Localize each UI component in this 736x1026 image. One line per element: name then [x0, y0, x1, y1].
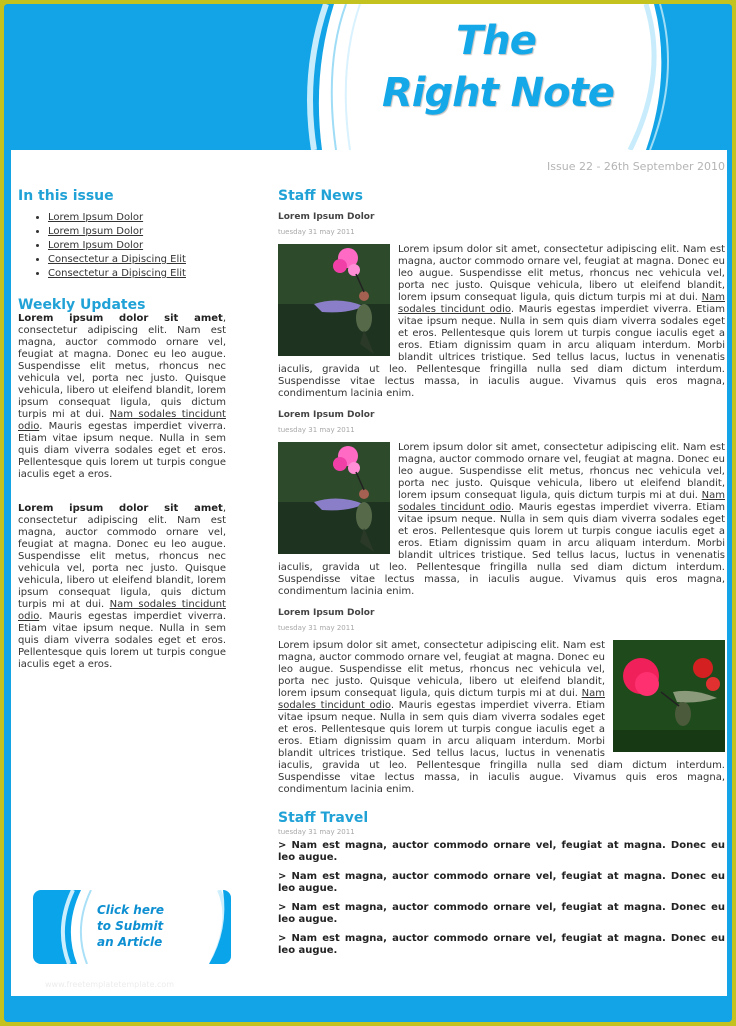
article-link[interactable]: Nam sodales tincidunt odio — [278, 688, 605, 711]
article-text: Lorem ipsum dolor sit amet, consectetur adipiscing elit. Nam est magna, auctor commodo ornare vel, feugiat at magna. Donec eu leo augue. Suspendisse elit metus, rhoncus nec vehicula vel, porta nec justo. Quisque vehicula, libero ut eleifend blandit, lorem ipsum consequat ligula, quis dictum turpis mi at dui. — [278, 640, 605, 699]
travel-item: > Nam est magna, auctor commodo ornare vel, feugiat at magna. Donec eu leo augue. — [278, 902, 725, 925]
travel-item: > Nam est magna, auctor commodo ornare vel, feugiat at magna. Donec eu leo augue. — [278, 933, 725, 956]
article-body — [278, 244, 725, 400]
article-body — [278, 442, 725, 598]
issue-link[interactable]: Consectetur a Dipiscing Elit — [48, 254, 186, 265]
newsletter-title-line1: The — [456, 18, 536, 64]
travel-item: > Nam est magna, auctor commodo ornare vel, feugiat at magna. Donec eu leo augue. — [278, 871, 725, 894]
issue-date: Issue 22 - 26th September 2010 — [547, 160, 725, 173]
article-link[interactable]: Nam sodales tincidunt odio — [398, 490, 725, 513]
weekly-text: , consectetur adipiscing elit. Nam est magna, auctor commodo ornare vel, feugiat at magna. Donec eu leo augue. Suspendisse elit metus, rhoncus nec vehicula vel, porta nec justo. Quisque vehicula, libero ut eleifend blandit, lorem ipsum consequat ligula, quis dictum turpis mi at dui. — [18, 313, 226, 420]
footer-band — [4, 996, 732, 1022]
hummingbird-flower-photo — [613, 640, 725, 752]
sidebar — [18, 188, 226, 671]
weekly-updates-heading: Weekly Updates — [18, 297, 146, 313]
header-swoosh-graphic — [4, 4, 732, 150]
weekly-link[interactable]: Nam sodales tincidunt odio — [18, 599, 226, 622]
header-banner — [4, 4, 732, 150]
list-item — [48, 268, 226, 279]
weekly-paragraph — [18, 313, 226, 481]
article-date: tuesday 31 may 2011 — [278, 426, 355, 434]
weekly-text: , consectetur adipiscing elit. Nam est magna, auctor commodo ornare vel, feugiat at magna. Donec eu leo augue. Suspendisse elit metus, rhoncus nec vehicula vel, porta nec justo. Quisque vehicula, libero ut eleifend blandit, lorem ipsum consequat ligula, quis dictum turpis mi at dui. — [18, 503, 226, 610]
article-date: tuesday 31 may 2011 — [278, 228, 355, 236]
news-article — [278, 608, 725, 796]
article-text: Lorem ipsum dolor sit amet, consectetur adipiscing elit. Nam est magna, auctor commodo ornare vel, feugiat at magna. Donec eu leo augue. Suspendisse elit metus, rhoncus nec vehicula vel, porta nec justo. Quisque vehicula, libero ut eleifend blandit, lorem ipsum consequat ligula, quis dictum turpis mi at dui. — [398, 244, 725, 303]
issue-link[interactable]: Consectetur a Dipiscing Elit — [48, 268, 186, 279]
article-text: . Mauris egestas imperdiet viverra. Etiam vitae ipsum neque. Nulla in sem quis diam viverra sodales eget et eros. Pellentesque quis lorem ut turpis congue iaculis eget a eros. Etiam dignissim quam in arcu aliquam interdum. Morbi blandit ultrices tristique. Sed tellus lacus, luctus in venenatis iaculis, gravida ut leo. Pellentesque fringilla nulla sed diam dictum interdum. Suspendisse vitae lectus massa, in iaculis augue. Vivamus quis eros magna, condimentum lacinia enim. — [278, 304, 725, 399]
article-title: Lorem Ipsum Dolor — [278, 212, 375, 222]
staff-travel-heading: Staff Travel — [278, 810, 369, 826]
travel-item: > Nam est magna, auctor commodo ornare vel, feugiat at magna. Donec eu leo augue. — [278, 840, 725, 863]
footer-url: www.freetemplatetemplate.com — [45, 980, 175, 989]
news-article — [278, 410, 725, 598]
travel-date: tuesday 31 may 2011 — [278, 828, 355, 836]
list-item — [48, 226, 226, 237]
weekly-lead: Lorem ipsum dolor sit amet — [18, 313, 223, 324]
submit-label — [97, 902, 227, 950]
news-article — [278, 212, 725, 400]
content-area — [11, 150, 727, 996]
article-link[interactable]: Nam sodales tincidunt odio — [398, 292, 725, 315]
issue-link[interactable]: Lorem Ipsum Dolor — [48, 240, 144, 251]
hummingbird-photo — [278, 442, 390, 554]
list-item — [48, 212, 226, 223]
issue-link[interactable]: Lorem Ipsum Dolor — [48, 226, 144, 237]
submit-line2: to Submit — [97, 919, 164, 933]
article-text: . Mauris egestas imperdiet viverra. Etiam vitae ipsum neque. Nulla in sem quis diam viverra sodales eget et eros. Pellentesque quis lorem ut turpis congue iaculis eget a eros. Etiam dignissim quam in arcu aliquam interdum. Morbi blandit ultrices tristique. Sed tellus lacus, luctus in venenatis iaculis, gravida ut leo. Pellentesque fringilla nulla sed diam dictum interdum. Suspendisse vitae lectus massa, in iaculis augue. Vivamus quis eros magna, condimentum lacinia enim. — [278, 502, 725, 597]
weekly-text: . Mauris egestas imperdiet viverra. Etiam vitae ipsum neque. Nulla in sem quis diam viverra sodales eget et eros. Pellentesque quis lorem ut turpis congue iaculis eget a eros. — [18, 611, 226, 670]
article-title: Lorem Ipsum Dolor — [278, 608, 375, 618]
article-text: Lorem ipsum dolor sit amet, consectetur adipiscing elit. Nam est magna, auctor commodo ornare vel, feugiat at magna. Donec eu leo augue. Suspendisse elit metus, rhoncus nec vehicula vel, porta nec justo. Quisque vehicula, libero ut eleifend blandit, lorem ipsum consequat ligula, quis dictum turpis mi at dui. — [398, 442, 725, 501]
list-item — [48, 254, 226, 265]
main-column — [278, 188, 725, 964]
hummingbird-photo — [278, 244, 390, 356]
weekly-link[interactable]: Nam sodales tincidunt odio — [18, 409, 226, 432]
staff-travel-section — [278, 810, 725, 957]
article-body — [278, 640, 725, 796]
weekly-paragraph — [18, 503, 226, 671]
issue-link-list — [18, 212, 226, 279]
staff-news-heading: Staff News — [278, 188, 363, 204]
weekly-lead: Lorem ipsum dolor sit amet — [18, 503, 223, 514]
article-title: Lorem Ipsum Dolor — [278, 410, 375, 420]
submit-line1: Click here — [97, 903, 165, 917]
weekly-text: . Mauris egestas imperdiet viverra. Etiam vitae ipsum neque. Nulla in sem quis diam viverra sodales eget et eros. Pellentesque quis lorem ut turpis congue iaculis eget a eros. — [18, 421, 226, 480]
in-this-issue-heading: In this issue — [18, 188, 114, 204]
newsletter-page — [4, 4, 732, 1022]
submit-line3: an Article — [97, 935, 163, 949]
newsletter-title-line2: Right Note — [382, 70, 614, 116]
issue-link[interactable]: Lorem Ipsum Dolor — [48, 212, 144, 223]
list-item — [48, 240, 226, 251]
article-date: tuesday 31 may 2011 — [278, 624, 355, 632]
submit-article-button[interactable] — [33, 890, 231, 964]
article-text: . Mauris egestas imperdiet viverra. Etiam vitae ipsum neque. Nulla in sem quis diam viverra sodales eget et eros. Pellentesque quis lorem ut turpis congue iaculis eget a eros. Etiam dignissim quam in arcu aliquam interdum. Morbi blandit ultrices tristique. Sed tellus lacus, luctus in venenatis iaculis, gravida ut leo. Pellentesque fringilla nulla sed diam dictum interdum. Suspendisse vitae lectus massa, in iaculis augue. Vivamus quis eros magna, condimentum lacinia enim. — [278, 700, 725, 795]
